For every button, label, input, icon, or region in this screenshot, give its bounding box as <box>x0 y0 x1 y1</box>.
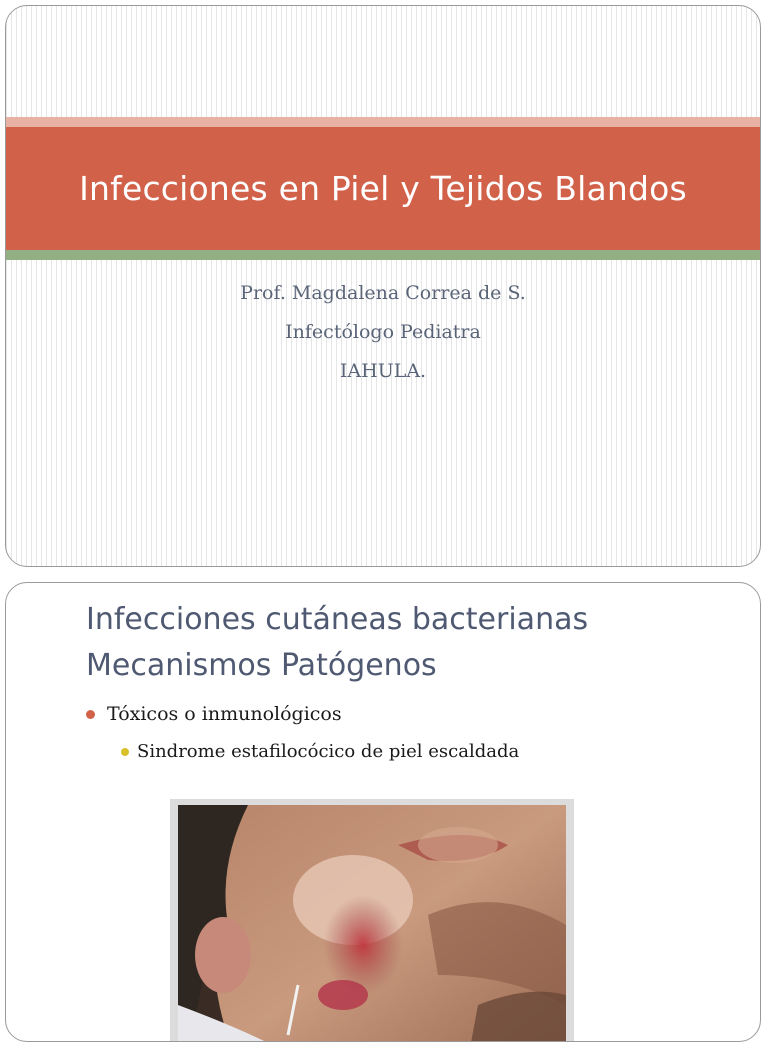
content-title-line1: Infecciones cutáneas bacterianas <box>86 602 589 637</box>
title-band-bottom-stripe <box>6 250 760 260</box>
bullet-level2-text: Sindrome estafilocócico de piel escaldada <box>137 741 520 762</box>
content-slide-title <box>86 597 746 689</box>
clinical-photo-icon <box>178 805 566 1042</box>
title-band <box>6 127 760 250</box>
author-name: Prof. Magdalena Correa de S. <box>240 282 526 304</box>
title-band-top-stripe <box>6 117 760 127</box>
sub-bullet-dot-icon <box>121 748 129 756</box>
slide-title: Infecciones en Piel y Tejidos Blandos <box>79 169 687 208</box>
content-slide <box>5 582 761 1042</box>
clinical-photo <box>170 799 574 1042</box>
bullet-level1-text: Tóxicos o inmunológicos <box>107 703 342 725</box>
author-institution: IAHULA. <box>339 360 427 382</box>
slide-subtitle <box>6 274 760 391</box>
bullet-level2 <box>121 741 519 762</box>
author-role: Infectólogo Pediatra <box>285 321 481 343</box>
title-slide <box>5 5 761 567</box>
content-title-line2: Mecanismos Patógenos <box>86 648 437 683</box>
bullet-dot-icon <box>86 710 95 719</box>
bullet-level1 <box>86 703 342 725</box>
